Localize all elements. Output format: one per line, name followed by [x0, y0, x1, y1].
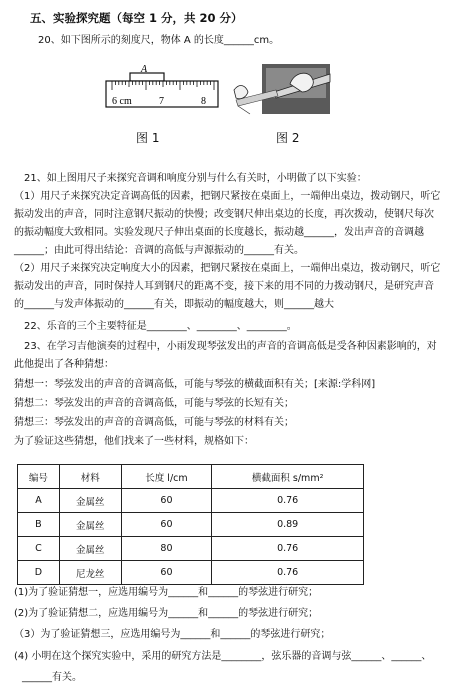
table-header-cell: 长度 l/cm	[121, 465, 212, 489]
table-cell: D	[18, 561, 60, 585]
text-line: （2）用尺子来探究决定响度大小的因素，把钢尺紧按在桌面上，一端伸出桌边，拨动钢尺，听它	[14, 263, 441, 274]
text-line: 的______与发声体振动的______有关，即振动的幅度越大，则______越大	[14, 299, 334, 310]
table-cell: 60	[121, 489, 212, 513]
object-a-label: A	[141, 64, 148, 75]
figure-1-caption: 图 1	[136, 131, 160, 145]
section-title: 五、实验探究题（每空 1 分，共 20 分）	[30, 11, 243, 25]
table-header-cell: 编号	[18, 465, 60, 489]
text-line: (1)为了验证猜想一，应选用编号为______和______的琴弦进行研究；	[14, 587, 319, 598]
table-cell: C	[18, 537, 60, 561]
text-line: 21、如上图用尺子来探究音调和响度分别与什么有关时，小明做了以下实验：	[24, 173, 367, 184]
text-line: (4) 小明在这个探究实验中，采用的研究方法是________，弦乐器的音调与弦______、______、	[14, 651, 432, 662]
table-cell: 0.89	[212, 513, 364, 537]
text-line: 猜想二：琴弦发出的声音的音调高低，可能与琴弦的长短有关；	[14, 398, 294, 409]
ruler-figure	[104, 64, 224, 112]
table-header-row	[18, 465, 364, 489]
table-cell: 80	[121, 537, 212, 561]
table-header-cell: 横截面积 s/mm²	[212, 465, 364, 489]
question-20: 20、如下图所示的刻度尺，物体 A 的长度______cm。	[38, 35, 280, 46]
steel-ruler-figure	[232, 62, 332, 116]
table-cell: 0.76	[212, 561, 364, 585]
table-row	[18, 561, 364, 585]
text-line: 猜想三：琴弦发出的声音的音调高低，可能与琴弦的材料有关；	[14, 417, 294, 428]
table-cell: 金属丝	[59, 489, 121, 513]
text-line: 振动发出的声音，同时保持人耳到钢尺的距离不变，接下来的用不同的力拨动钢尺，是研究声音	[14, 281, 434, 292]
table-header-cell: 材料	[59, 465, 121, 489]
table-cell: B	[18, 513, 60, 537]
text-line: （1）用尺子来探究决定音调高低的因素，把钢尺紧按在桌面上，一端伸出桌边，拨动钢尺，听它	[14, 191, 441, 202]
table-cell: 尼龙丝	[59, 561, 121, 585]
text-line: （3）为了验证猜想三，应选用编号为______和______的琴弦进行研究；	[14, 629, 331, 640]
text-line: (2)为了验证猜想二，应选用编号为______和______的琴弦进行研究；	[14, 608, 319, 619]
table-row	[18, 489, 364, 513]
table-cell: 60	[121, 561, 212, 585]
text-line: 22、乐音的三个主要特征是________、________、________。	[24, 321, 297, 332]
tick-label-7: 7	[159, 96, 164, 107]
text-line: 23、在学习吉他演奏的过程中，小雨发现琴弦发出的声音的音调高低是受各种因素影响的，对	[24, 341, 437, 352]
table-row	[18, 537, 364, 561]
table-row	[18, 513, 364, 537]
text-line: 此他提出了各种猜想：	[14, 359, 114, 370]
text-line: 为了验证这些猜想，他们找来了一些材料，规格如下：	[14, 436, 254, 447]
table-cell: 金属丝	[59, 537, 121, 561]
text-line: ______；由此可得出结论：音调的高低与声源振动的______有关。	[14, 245, 304, 256]
text-line: ______有关。	[22, 672, 82, 683]
tick-label-8: 8	[201, 96, 206, 107]
table-cell: 60	[121, 513, 212, 537]
table-cell: A	[18, 489, 60, 513]
table-cell: 0.76	[212, 537, 364, 561]
table-cell: 金属丝	[59, 513, 121, 537]
text-line: 猜想一：琴弦发出的声音的音调高低，可能与琴弦的横截面积有关；[来源:学科网]	[14, 379, 376, 390]
figure-2-caption: 图 2	[276, 131, 300, 145]
tick-label-6: 6 cm	[112, 96, 132, 107]
text-line: 的振动幅度大致相同。实验发现尺子伸出桌面的长度越长，振动越______，发出声音的音调越	[14, 227, 424, 238]
materials-table	[17, 464, 364, 585]
table-cell: 0.76	[212, 489, 364, 513]
text-line: 振动发出的声音，同时注意钢尺振动的快慢；改变钢尺伸出桌边的长度，再次拨动，使钢尺每次	[14, 209, 434, 220]
